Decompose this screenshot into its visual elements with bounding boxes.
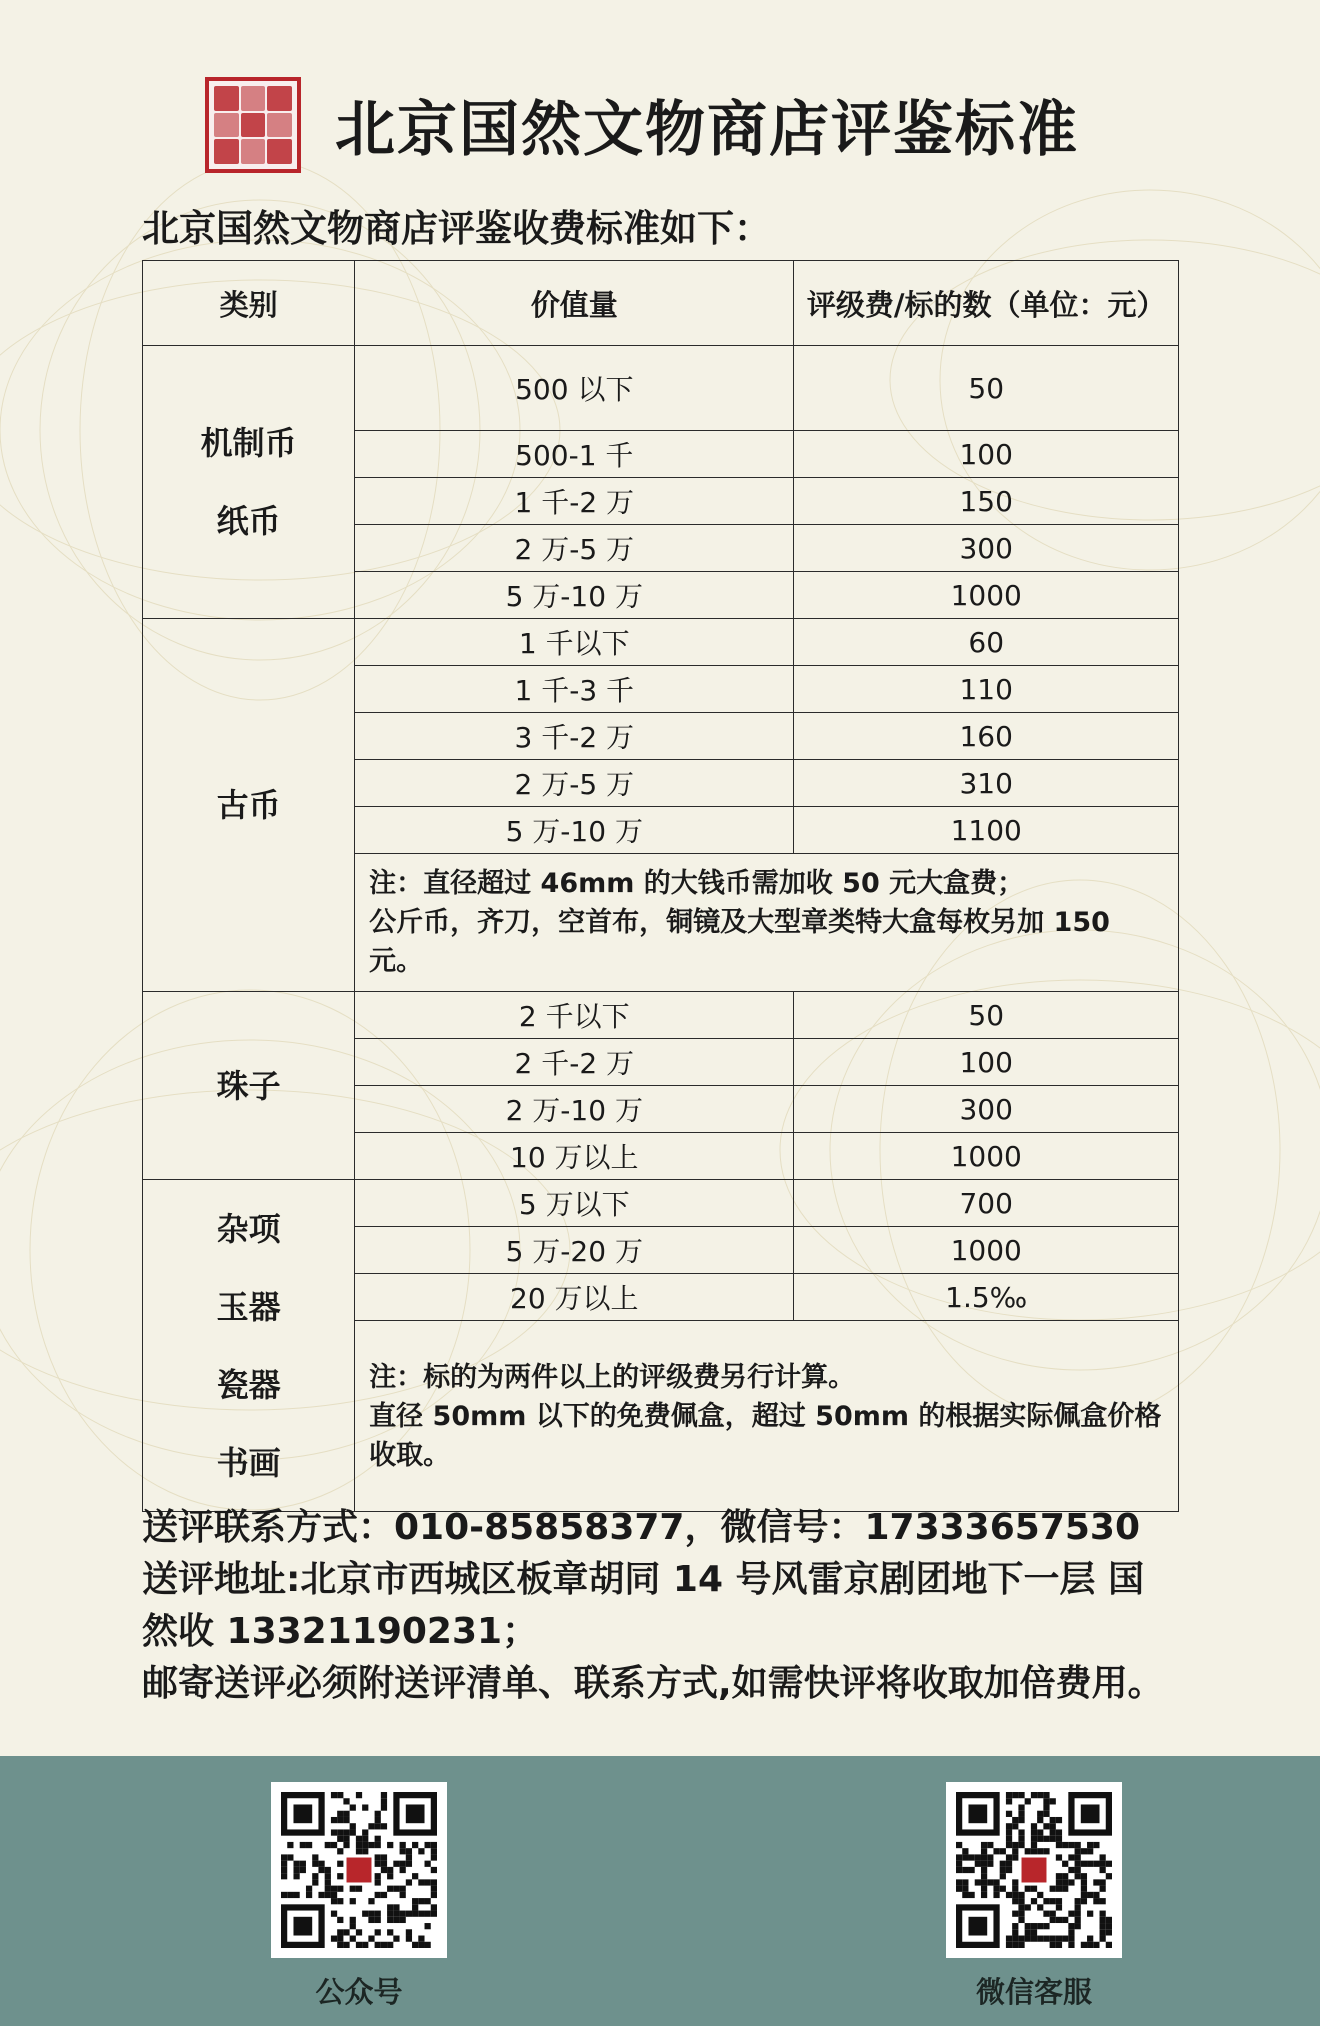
fee-cell: 50 [794, 346, 1179, 431]
fee-cell: 700 [794, 1180, 1179, 1227]
fee-cell: 1000 [794, 572, 1179, 619]
qr-code-icon [946, 1782, 1122, 1958]
qr-code-icon [271, 1782, 447, 1958]
fee-cell: 300 [794, 1086, 1179, 1133]
fee-cell: 110 [794, 666, 1179, 713]
address-line: 送评地址:北京市西城区板章胡同 14 号风雷京剧团地下一层 国 [142, 1559, 1145, 1600]
table-row [143, 346, 1179, 431]
category-cell-coins-notes [143, 346, 355, 619]
value-range-cell: 2 万-5 万 [355, 760, 794, 807]
category-label: 书画 [216, 1443, 281, 1482]
value-range-cell: 2 千以下 [355, 992, 794, 1039]
fee-cell: 1100 [794, 807, 1179, 854]
fee-cell: 60 [794, 619, 1179, 666]
qr-customer-service [946, 1782, 1122, 2011]
value-range-cell: 10 万以上 [355, 1133, 794, 1180]
fee-cell: 150 [794, 478, 1179, 525]
value-range-cell: 2 千-2 万 [355, 1039, 794, 1086]
value-range-cell: 500-1 千 [355, 431, 794, 478]
category-cell-misc [143, 1180, 355, 1512]
header-category: 类别 [143, 261, 355, 346]
fee-cell: 1000 [794, 1133, 1179, 1180]
note-line: 注：标的为两件以上的评级费另行计算。 [369, 1361, 856, 1393]
notice-line: 邮寄送评必须附送评清单、联系方式,如需快评将收取加倍费用。 [142, 1663, 1164, 1704]
seal-logo-icon [205, 77, 301, 173]
value-range-cell: 20 万以上 [355, 1274, 794, 1321]
value-range-cell: 5 万-10 万 [355, 807, 794, 854]
value-range-cell: 1 千以下 [355, 619, 794, 666]
category-label: 杂项 [216, 1209, 281, 1248]
note-ancient-coins [355, 854, 1179, 992]
note-line: 元。 [369, 946, 424, 977]
fee-cell: 300 [794, 525, 1179, 572]
note-line: 公斤币，齐刀，空首布，铜镜及大型章类特大盒每枚另加 150 [369, 907, 1110, 938]
value-range-cell: 5 万以下 [355, 1180, 794, 1227]
value-range-cell: 1 千-3 千 [355, 666, 794, 713]
fee-cell: 1000 [794, 1227, 1179, 1274]
category-label: 玉器 [216, 1287, 281, 1326]
fee-cell: 160 [794, 713, 1179, 760]
address-line: 然收 13321190231； [142, 1611, 539, 1652]
header-fee: 评级费/标的数（单位：元） [794, 261, 1179, 346]
category-cell-beads [143, 992, 355, 1180]
fee-cell: 310 [794, 760, 1179, 807]
category-label: 机制币 [200, 424, 297, 462]
value-range-cell: 5 万-10 万 [355, 572, 794, 619]
contact-info [142, 1502, 1202, 1710]
value-range-cell: 2 万-5 万 [355, 525, 794, 572]
category-label: 古币 [216, 786, 281, 824]
note-line: 收取。 [369, 1439, 451, 1471]
value-range-cell: 500 以下 [355, 346, 794, 431]
category-label: 珠子 [216, 1066, 281, 1105]
page-title: 北京国然文物商店评鉴标准 [335, 95, 1079, 165]
note-line: 注：直径超过 46mm 的大钱币需加收 50 元大盒费； [369, 868, 1025, 899]
value-range-cell: 5 万-20 万 [355, 1227, 794, 1274]
category-cell-ancient-coins [143, 619, 355, 992]
note-misc [355, 1321, 1179, 1512]
table-row [143, 619, 1179, 666]
bottom-band [0, 1756, 1320, 2026]
qr-label: 微信客服 [975, 1975, 1092, 2009]
qr-label: 公众号 [315, 1975, 403, 2009]
subtitle: 北京国然文物商店评鉴收费标准如下： [142, 207, 771, 250]
table-row [143, 992, 1179, 1039]
value-range-cell: 2 万-10 万 [355, 1086, 794, 1133]
fee-table [142, 260, 1179, 1512]
contact-line: 送评联系方式：010-85858377，微信号：17333657530 [142, 1507, 1141, 1548]
fee-cell: 100 [794, 1039, 1179, 1086]
category-label: 瓷器 [216, 1365, 281, 1404]
category-label: 纸币 [216, 502, 281, 540]
value-range-cell: 1 千-2 万 [355, 478, 794, 525]
note-line: 直径 50mm 以下的免费佩盒，超过 50mm 的根据实际佩盒价格 [369, 1400, 1162, 1432]
fee-cell: 50 [794, 992, 1179, 1039]
table-row [143, 1180, 1179, 1227]
value-range-cell: 3 千-2 万 [355, 713, 794, 760]
fee-cell: 1.5‰ [794, 1274, 1179, 1321]
qr-official-account [271, 1782, 447, 2011]
fee-cell: 100 [794, 431, 1179, 478]
header [205, 70, 1079, 180]
header-value-range: 价值量 [355, 261, 794, 346]
table-header-row [143, 261, 1179, 346]
